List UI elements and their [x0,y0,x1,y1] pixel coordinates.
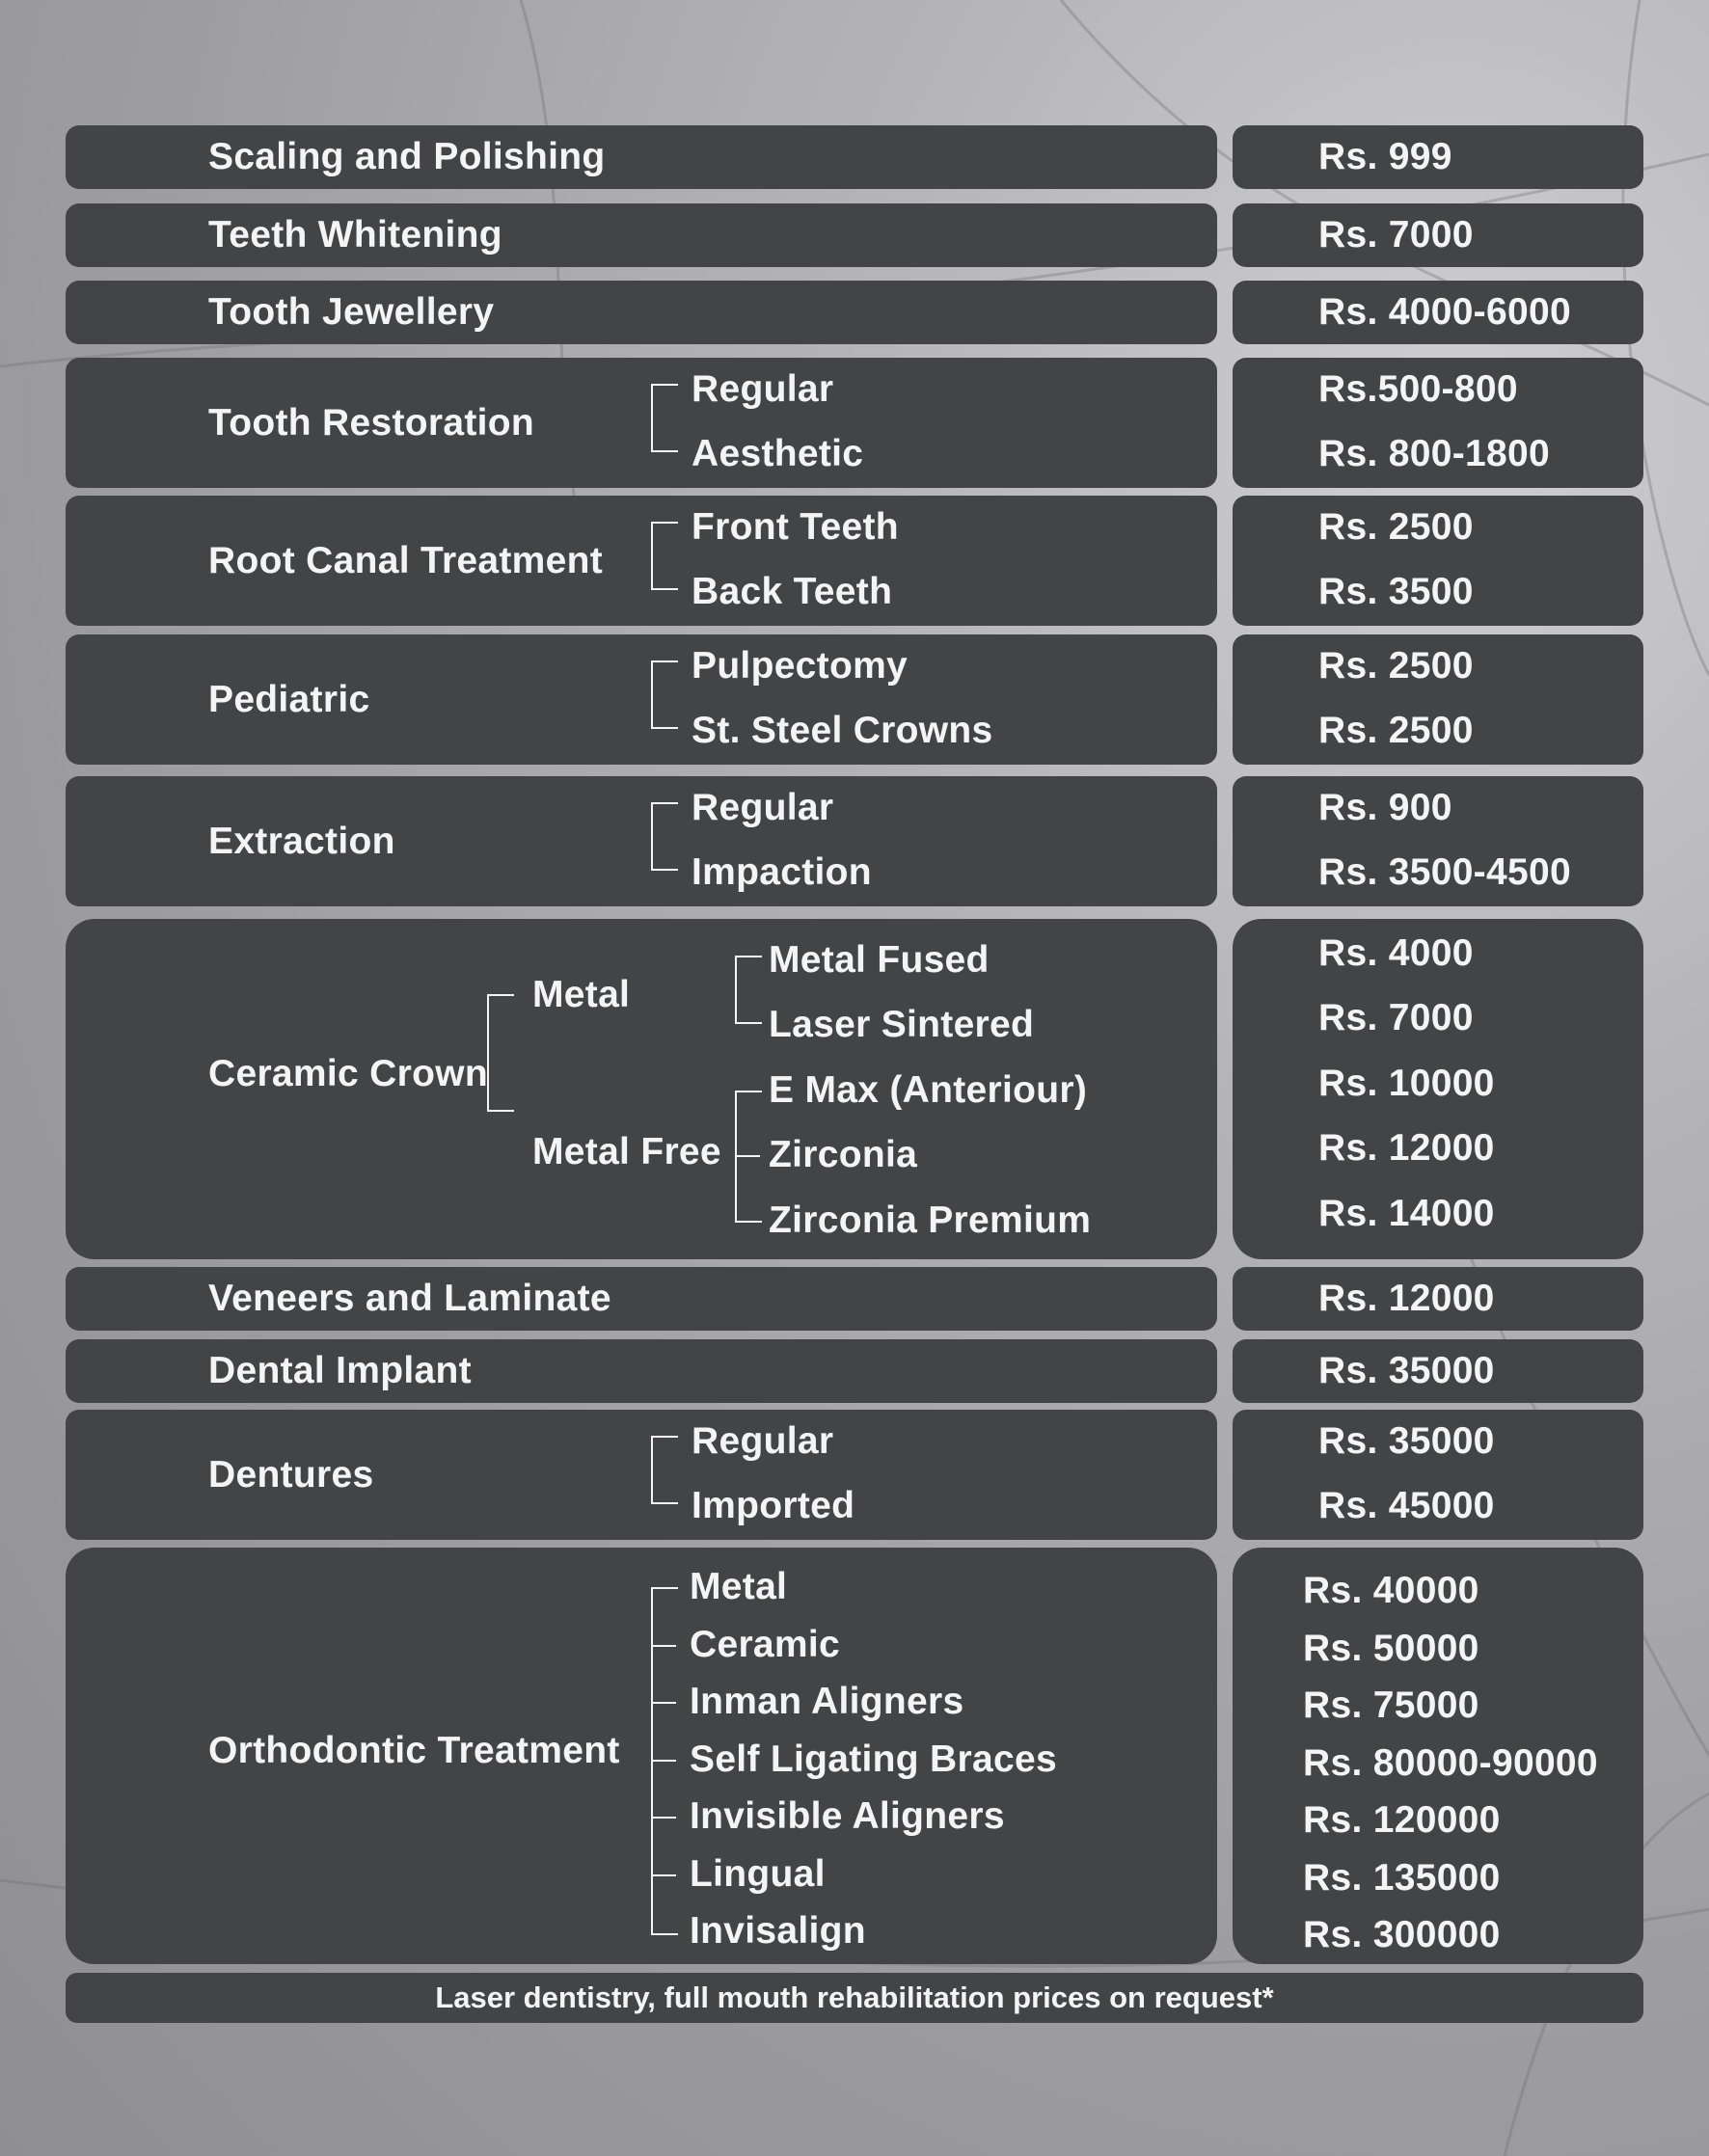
service-price: Rs. 35000 [1318,1350,1495,1391]
option-price: Rs. 900 [1318,787,1452,828]
row-veneers-and-laminate [66,1267,1643,1331]
service-name: Teeth Whitening [208,214,502,256]
service-price: Rs. 4000-6000 [1318,291,1571,333]
footer-note-box [66,1973,1643,2023]
option-price: Rs. 800-1800 [1318,433,1550,474]
option-price: Rs. 40000 [1303,1570,1479,1611]
bracket [651,802,678,871]
row-tooth-jewellery [66,281,1643,344]
bracket [487,994,514,1112]
bracket-tick [651,1874,676,1876]
row-orthodontic-treatment [66,1548,1643,1964]
row-dental-implant [66,1339,1643,1403]
option-name: Self Ligating Braces [690,1738,1057,1780]
bracket-tick [651,1817,676,1819]
row-tooth-restoration [66,358,1643,488]
service-box [66,125,1217,189]
row-extraction [66,776,1643,906]
option-name: St. Steel Crowns [692,710,993,751]
option-price: Rs. 3500-4500 [1318,851,1571,893]
service-name: Tooth Jewellery [208,291,495,333]
service-name: Extraction [208,821,395,862]
option-price: Rs. 4000 [1318,932,1474,974]
option-name: Lingual [690,1853,826,1895]
option-price: Rs. 300000 [1303,1914,1501,1955]
service-name: Root Canal Treatment [208,540,604,581]
option-name: Back Teeth [692,571,893,612]
option-price: Rs. 135000 [1303,1857,1501,1899]
option-name: Ceramic [690,1624,841,1665]
option-price: Rs. 120000 [1303,1799,1501,1841]
service-price: Rs. 12000 [1318,1278,1495,1319]
service-name: Dentures [208,1454,374,1496]
option-name: Regular [692,368,834,410]
row-root-canal-treatment [66,496,1643,626]
service-name: Scaling and Polishing [208,136,606,177]
bracket-tick [651,1702,676,1704]
option-name: Front Teeth [692,506,899,548]
service-name: Veneers and Laminate [208,1278,611,1319]
service-box [66,203,1217,267]
row-ceramic-crown [66,919,1643,1259]
option-name: Impaction [692,851,872,893]
option-name: Metal [690,1566,788,1607]
option-name: Inman Aligners [690,1681,964,1722]
option-price: Rs. 50000 [1303,1628,1479,1669]
row-scaling-and-polishing [66,125,1643,189]
service-box [66,1267,1217,1331]
service-name: Ceramic Crown [208,1053,488,1094]
bracket-tick [651,1760,676,1762]
service-name: Tooth Restoration [208,402,535,444]
option-name: Pulpectomy [692,645,909,687]
option-name: Zirconia [769,1134,918,1175]
option-name: Zirconia Premium [769,1199,1092,1241]
option-price: Rs. 2500 [1318,710,1474,751]
bracket-tick [735,1155,760,1157]
bracket [651,660,678,729]
option-price: Rs. 75000 [1303,1684,1479,1726]
group-name: Metal [532,974,631,1015]
row-teeth-whitening [66,203,1643,267]
footer-note: Laser dentistry, full mouth rehabilitation prices on request* [435,1981,1274,2014]
service-box [66,281,1217,344]
group-name: Metal Free [532,1131,721,1172]
option-name: Regular [692,787,834,828]
service-name: Pediatric [208,679,370,720]
option-name: Imported [692,1485,855,1526]
option-price: Rs. 45000 [1318,1485,1495,1526]
option-price: Rs. 35000 [1318,1420,1495,1462]
option-price: Rs.500-800 [1318,368,1518,410]
service-price: Rs. 999 [1318,136,1452,177]
bracket-tick [651,1645,676,1647]
option-price: Rs. 12000 [1318,1127,1495,1169]
option-price: Rs. 3500 [1318,571,1474,612]
bracket [651,1436,678,1504]
bracket [651,522,678,590]
service-box [66,1339,1217,1403]
row-dentures [66,1410,1643,1540]
option-price: Rs. 2500 [1318,506,1474,548]
option-name: Invisalign [690,1910,866,1952]
option-name: E Max (Anteriour) [769,1069,1088,1111]
option-price: Rs. 10000 [1318,1063,1495,1104]
service-price: Rs. 7000 [1318,214,1474,256]
service-name: Orthodontic Treatment [208,1730,620,1771]
row-pediatric [66,634,1643,765]
option-name: Invisible Aligners [690,1795,1005,1837]
service-name: Dental Implant [208,1350,472,1391]
option-price: Rs. 2500 [1318,645,1474,687]
bracket [735,956,762,1024]
option-name: Laser Sintered [769,1004,1035,1045]
option-name: Metal Fused [769,939,990,981]
option-price: Rs. 14000 [1318,1193,1495,1234]
option-name: Aesthetic [692,433,864,474]
option-name: Regular [692,1420,834,1462]
option-price: Rs. 7000 [1318,997,1474,1038]
bracket [651,384,678,452]
option-price: Rs. 80000-90000 [1303,1742,1598,1784]
